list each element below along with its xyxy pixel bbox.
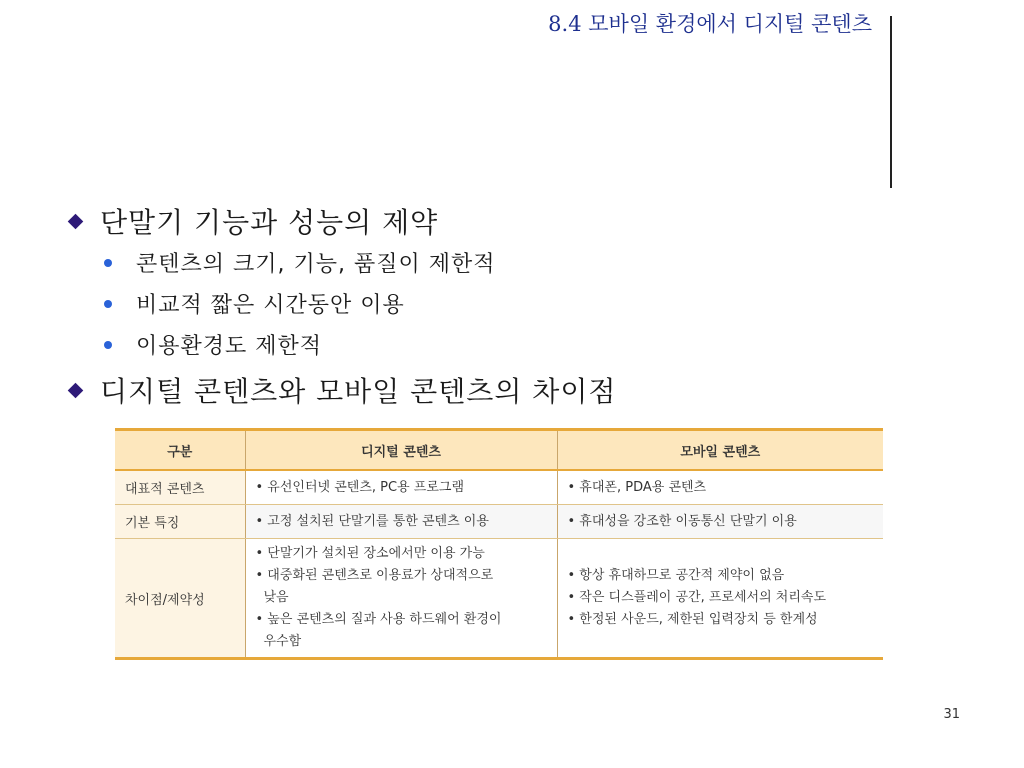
cell-line: • 휴대폰, PDA용 콘텐츠 xyxy=(567,479,707,495)
dot-bullet-icon xyxy=(104,300,112,308)
cell-line: • 유선인터넷 콘텐츠, PC용 프로그램 xyxy=(255,479,465,495)
cell-line: • 휴대성을 강조한 이동통신 단말기 이용 xyxy=(567,513,797,529)
digital-cell xyxy=(245,505,557,539)
table-row xyxy=(115,539,883,659)
diamond-bullet-icon xyxy=(68,382,84,398)
table-header-cell: 디지털 콘텐츠 xyxy=(245,430,557,471)
cell-line: • 단말기가 설치된 장소에서만 이용 가능 xyxy=(255,546,485,561)
cell-line: • 항상 휴대하므로 공간적 제약이 없음 xyxy=(567,568,785,583)
dot-bullet-icon xyxy=(104,341,112,349)
table-header-cell: 구분 xyxy=(115,430,245,471)
digital-cell xyxy=(245,539,557,659)
row-label: 대표적 콘텐츠 xyxy=(115,470,245,505)
bullet-text: 단말기 기능과 성능의 제약 xyxy=(100,206,439,239)
bullet-item xyxy=(64,369,884,411)
page-number: 31 xyxy=(943,707,960,722)
cell-line: • 작은 디스플레이 공간, 프로세서의 처리속도 xyxy=(567,590,827,605)
sub-bullet-item xyxy=(64,283,884,324)
cell-line: • 고정 설치된 단말기를 통한 콘텐츠 이용 xyxy=(255,513,489,529)
bullet-list xyxy=(64,200,884,411)
bullet-item xyxy=(64,200,884,242)
row-label: 기본 특징 xyxy=(115,505,245,539)
table-header-cell: 모바일 콘텐츠 xyxy=(557,430,883,471)
dot-bullet-icon xyxy=(104,259,112,267)
sub-bullet-text: 비교적 짧은 시간동안 이용 xyxy=(136,293,405,318)
mobile-cell xyxy=(557,539,883,659)
cell-line: • 대중화된 콘텐츠로 이용료가 상대적으로 xyxy=(255,568,494,583)
row-label: 차이점/제약성 xyxy=(115,539,245,659)
diamond-bullet-icon xyxy=(68,213,84,229)
comparison-table xyxy=(115,428,883,660)
table-header-row xyxy=(115,430,883,471)
mobile-cell xyxy=(557,470,883,505)
sub-bullet-text: 이용환경도 제한적 xyxy=(136,334,323,359)
table-row xyxy=(115,470,883,505)
table-row xyxy=(115,505,883,539)
slide-title: 8.4 모바일 환경에서 디지털 콘텐츠 xyxy=(548,12,872,36)
cell-line: • 한정된 사운드, 제한된 입력장치 등 한계성 xyxy=(567,612,818,627)
sub-bullet-item xyxy=(64,242,884,283)
title-divider xyxy=(890,16,892,188)
sub-bullet-item xyxy=(64,324,884,365)
cell-line: • 높은 콘텐츠의 질과 사용 하드웨어 환경이 xyxy=(255,612,502,627)
cell-line: 우수함 xyxy=(263,634,302,649)
sub-bullet-text: 콘텐츠의 크기, 기능, 품질이 제한적 xyxy=(136,252,496,277)
bullet-text: 디지털 콘텐츠와 모바일 콘텐츠의 차이점 xyxy=(100,375,617,408)
mobile-cell xyxy=(557,505,883,539)
cell-line: 낮음 xyxy=(263,590,289,605)
digital-cell xyxy=(245,470,557,505)
